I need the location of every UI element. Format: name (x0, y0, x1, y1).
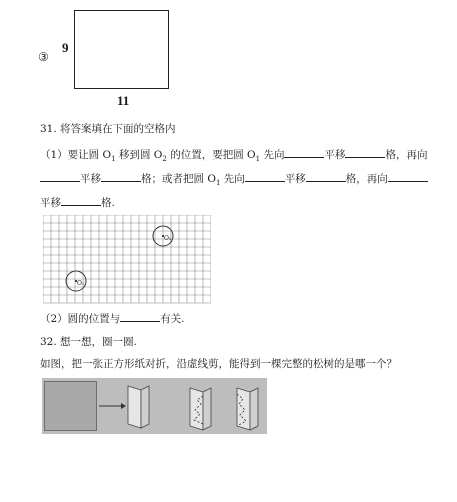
text: 移到圆 O (115, 149, 163, 161)
text: 先向 (220, 173, 245, 185)
text: 平移 (284, 173, 306, 185)
q32-heading: 32. 想一想，圈一圈. (40, 336, 137, 348)
text: 平移 (80, 173, 101, 185)
answer-blank[interactable] (245, 171, 285, 182)
q31-part1-line2 (40, 171, 428, 190)
answer-blank[interactable] (40, 171, 80, 182)
subscript: 1 (215, 179, 221, 188)
text: 格，再向 (345, 173, 388, 185)
q31-part1-line3 (40, 195, 115, 210)
subscript: 1 (255, 155, 261, 164)
cut-option-2[interactable] (237, 388, 258, 430)
height-label: 9 (62, 40, 69, 55)
text: 有关. (160, 313, 185, 325)
q31-heading: 31. 将答案填在下面的空格内 (40, 123, 176, 135)
text: （2）圆的位置与 (40, 313, 121, 325)
circle-o1 (66, 271, 86, 291)
cut-option-1[interactable] (190, 388, 211, 430)
translation-grid (43, 215, 211, 305)
answer-blank[interactable] (306, 171, 346, 182)
rectangle-figure (74, 10, 169, 89)
subscript: 2 (162, 155, 167, 164)
square-paper (44, 381, 97, 431)
folded-paper (128, 386, 149, 428)
folding-steps (97, 378, 267, 434)
text: （1）要让圆 O (40, 149, 112, 161)
text: 格. (101, 197, 115, 209)
text: 格，再向 (385, 149, 428, 161)
q31-part2 (40, 311, 185, 326)
q31-part1-line1 (40, 147, 427, 166)
subscript: 1 (111, 155, 116, 164)
text: 平移 (40, 197, 61, 209)
answer-blank[interactable] (101, 171, 141, 182)
answer-blank[interactable] (284, 147, 324, 158)
arrow-right-icon (99, 403, 126, 409)
circle-o1-label: O₁ (77, 280, 85, 287)
answer-blank[interactable] (345, 147, 385, 158)
width-label: 11 (117, 93, 130, 108)
circle-o2-label: O₂ (164, 235, 172, 242)
text: 先向 (260, 149, 285, 161)
text: 的位置，要把圆 O (166, 149, 256, 161)
text: 平移 (324, 149, 346, 161)
answer-blank[interactable] (61, 195, 101, 206)
answer-blank[interactable] (388, 171, 428, 182)
text: 格；或者把圆 O (141, 173, 216, 185)
answer-blank[interactable] (120, 311, 160, 322)
q32-question: 如图，把一张正方形纸对折，沿虚线剪，能得到一棵完整的松树的是哪一个？ (40, 358, 397, 370)
figure-marker: ③ (38, 50, 49, 64)
